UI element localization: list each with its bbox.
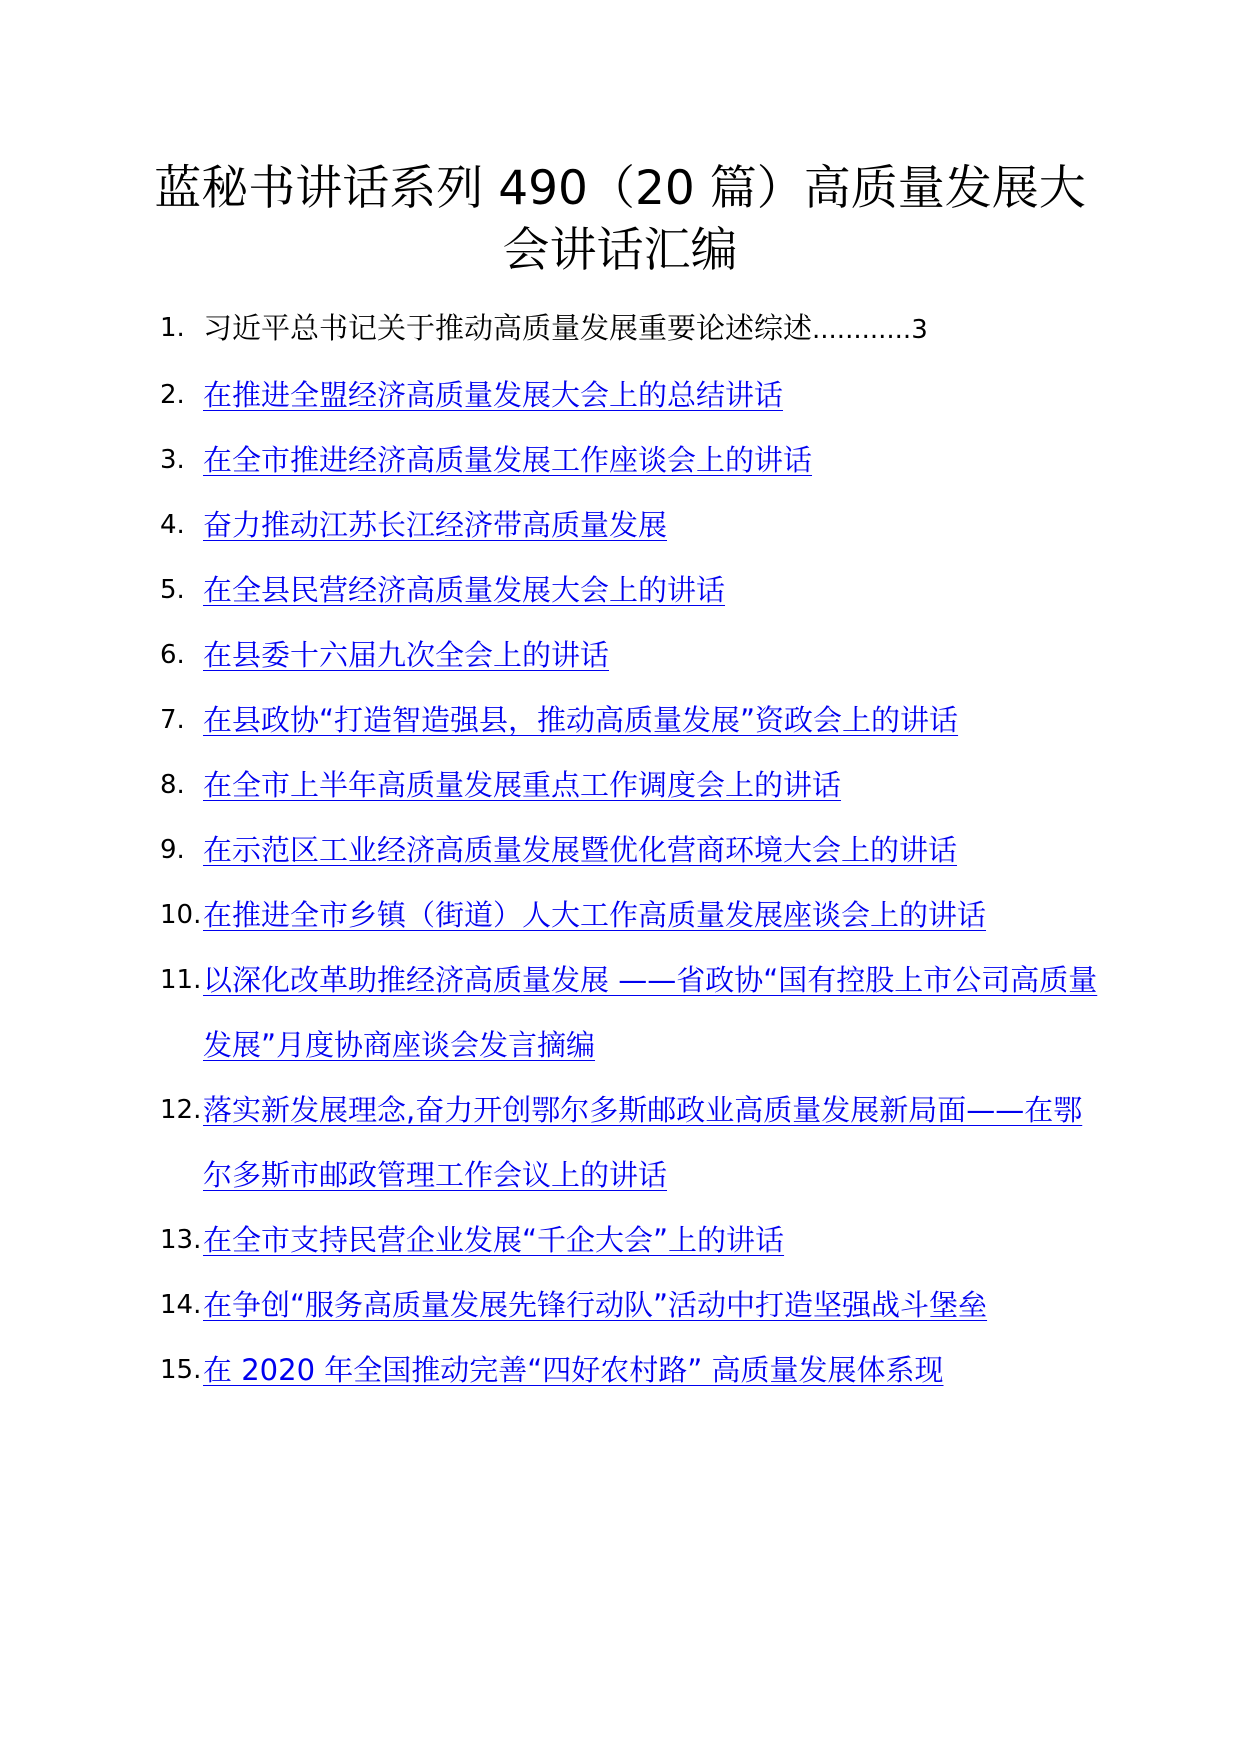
toc-item-number: 5.: [160, 575, 185, 605]
toc-item-number: 8.: [160, 770, 185, 800]
toc-item-link[interactable]: 在全市上半年高质量发展重点工作调度会上的讲话: [203, 768, 842, 802]
toc-item: [160, 1208, 1100, 1273]
toc-item: [160, 1338, 1100, 1403]
toc-item-number: 9.: [160, 835, 185, 865]
toc-item: [160, 558, 1100, 623]
toc-item-link[interactable]: 在推进全市乡镇（街道）人大工作高质量发展座谈会上的讲话: [203, 898, 987, 932]
toc-item-number: 1.: [160, 313, 185, 343]
toc-item-link[interactable]: 在示范区工业经济高质量发展暨优化营商环境大会上的讲话: [203, 833, 958, 867]
toc-item-link[interactable]: 在全市推进经济高质量发展工作座谈会上的讲话: [203, 443, 813, 477]
toc-item-link[interactable]: 在全县民营经济高质量发展大会上的讲话: [203, 573, 726, 607]
toc-item-link[interactable]: 在争创“服务高质量发展先锋行动队”活动中打造坚强战斗堡垒: [203, 1288, 988, 1322]
toc-item: [160, 883, 1100, 948]
toc-item: [160, 818, 1100, 883]
toc-item-number: 7.: [160, 705, 185, 735]
toc-item: [160, 753, 1100, 818]
document-title-line-2: 会讲话汇编: [502, 223, 738, 278]
toc-item-number: 13.: [160, 1225, 202, 1255]
toc-item: [160, 363, 1100, 428]
toc-item-link[interactable]: 在全市支持民营企业发展“千企大会”上的讲话: [203, 1223, 785, 1257]
toc-item-number: 11.: [160, 965, 202, 995]
toc-item: [160, 948, 1100, 1078]
toc-item-number: 14.: [160, 1290, 202, 1320]
toc-item-link[interactable]: 在县委十六届九次全会上的讲话: [203, 638, 610, 672]
toc-item-number: 6.: [160, 640, 185, 670]
toc-item-number: 2.: [160, 380, 185, 410]
toc-item-number: 15.: [160, 1355, 202, 1385]
toc-item-link[interactable]: 在 2020 年全国推动完善“四好农村路” 高质量发展体系现: [203, 1353, 944, 1387]
toc-item-link[interactable]: 在县政协“打造智造强县，推动高质量发展”资政会上的讲话: [203, 703, 959, 737]
toc-item-link[interactable]: 落实新发展理念,奋力开创鄂尔多斯邮政业高质量发展新局面——在鄂尔多斯市邮政管理工作会议上的讲话: [203, 1093, 1083, 1192]
table-of-contents: [160, 296, 1100, 1403]
toc-item: [160, 1078, 1100, 1208]
toc-item-title: 习近平总书记关于推动高质量发展重要论述综述: [203, 311, 813, 345]
toc-item-number: 10.: [160, 900, 202, 930]
toc-item-link[interactable]: 在推进全盟经济高质量发展大会上的总结讲话: [203, 378, 784, 412]
toc-item: [160, 493, 1100, 558]
toc-item: [160, 428, 1100, 493]
toc-item-number: 4.: [160, 510, 185, 540]
document-title: [130, 158, 1110, 282]
toc-item-link[interactable]: 奋力推动江苏长江经济带高质量发展: [203, 508, 668, 542]
toc-item: [160, 688, 1100, 753]
toc-leader-dots: ............: [812, 315, 912, 345]
toc-item: [160, 623, 1100, 688]
toc-item-number: 12.: [160, 1095, 202, 1125]
toc-item-number: 3.: [160, 445, 185, 475]
toc-page-number: 3: [911, 315, 928, 345]
toc-item: [160, 296, 1100, 363]
toc-item: [160, 1273, 1100, 1338]
document-title-line-1: 蓝秘书讲话系列 490（20 篇）高质量发展大: [154, 161, 1086, 216]
toc-item-link[interactable]: 以深化改革助推经济高质量发展 ——省政协“国有控股上市公司高质量发展”月度协商座谈会发言摘编: [203, 963, 1098, 1062]
